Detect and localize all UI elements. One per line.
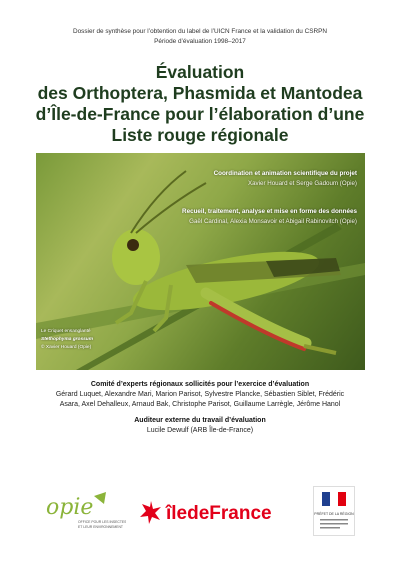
opie-logo-subtitle-1: OFFICE POUR LES INSECTES [78,520,126,524]
coordination-names: Xavier Houard et Serge Gadoum (Opie) [247,180,357,187]
ile-de-france-logo [140,498,280,526]
opie-logo-subtitle-2: ET LEUR ENVIRONNEMENT [78,525,123,529]
coordination-heading: Coordination et animation scientifique du projet [213,170,357,177]
data-processing-heading: Recueil, traitement, analyse et mise en forme des données [182,208,357,215]
title-line-3: d’Île-de-France pour l’élaboration d’une [35,104,365,124]
cover-photo-grasshopper [36,153,365,370]
title-line-1: Évaluation [155,62,245,82]
auditor-name: Lucile Dewulf (ARB Île-de-France) [146,427,254,434]
experts-names-line-2: Asara, Axel Dehalleux, Arnaud Bak, Christophe Parisot, Guillaume Larrègle, Jérôme Hanol [59,401,341,408]
photo-caption-common-name: Le Criquet ensanglanté [41,329,91,334]
auditor-heading: Auditeur externe du travail d’évaluation [134,417,266,424]
title-line-2: des Orthoptera, Phasmida et Mantodea [37,83,363,103]
prefecture-logo [313,486,355,536]
photo-caption-copyright: © Xavier Houard (Opie) [41,345,92,350]
title-line-4: Liste rouge régionale [111,125,289,145]
experts-heading: Comité d’experts régionaux sollicités pour l’exercice d’évaluation [90,381,310,388]
ile-de-france-logo-text: îledeFrance [166,503,272,524]
data-processing-names: Gaël Cardinal, Alexia Monsavoir et Abigail Rabinovitch (Opie) [189,218,357,225]
header-line-2: Période d’évaluation 1998–2017 [154,38,246,45]
photo-caption-species: Stethophyma grossum [41,337,93,342]
prefecture-logo-text: PRÉFET DE LA RÉGION [314,512,354,516]
header-line-1: Dossier de synthèse pour l’obtention du label de l’UICN France et la validation du CSRPN [73,28,327,35]
opie-logo [44,490,126,532]
opie-logo-text: opie [46,495,94,520]
experts-names-line-1: Gérard Luquet, Alexandre Mari, Marion Parisot, Sylvestre Plancke, Sébastien Siblet, Frédéric [55,391,345,398]
